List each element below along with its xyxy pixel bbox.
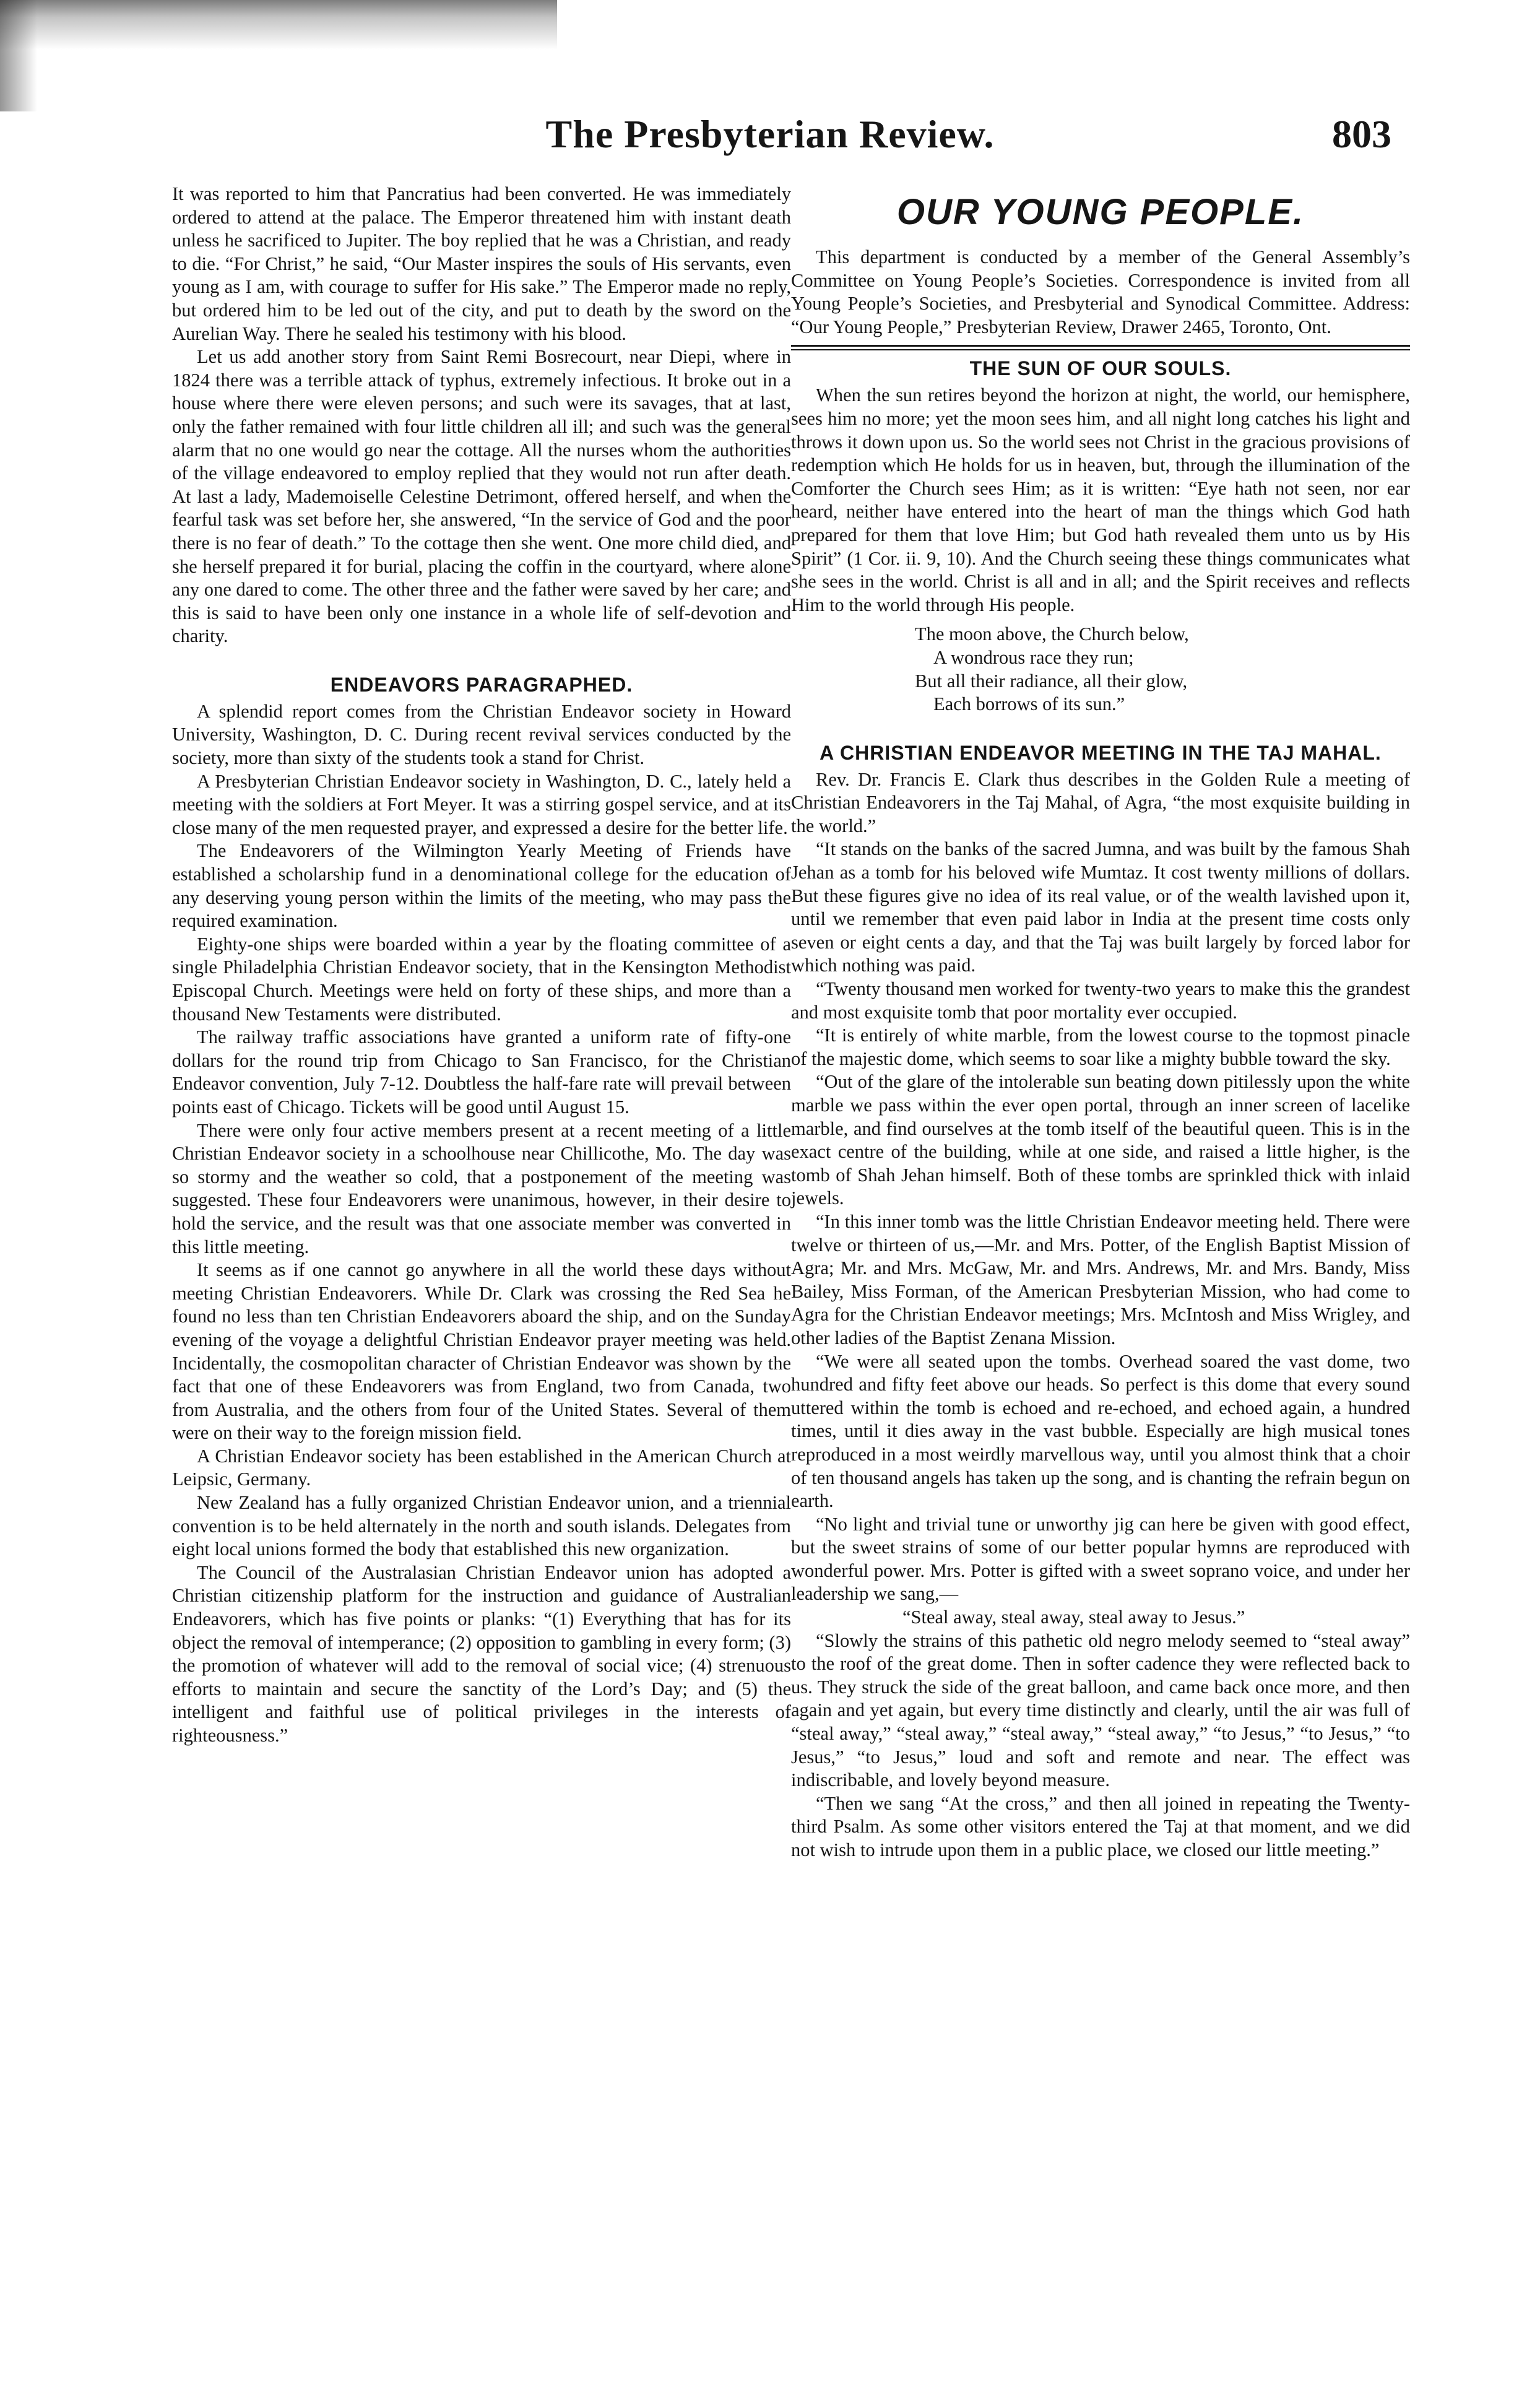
verse-line: But all their radiance, all their glow, [915,670,1188,692]
taj-paragraph: “In this inner tomb was the little Christian Endeavor meeting held. There were twelve or thirteen of us,—Mr. and Mrs. Potter, of the English Baptist Mission of Agra; Mr. and Mrs. McGaw, Mr. and Mrs. Andrews, Mr. and Mrs. Bandy, Miss Bailey, Miss Forman, of the American Presbyterian Mission, who had come to Agra for the Christian Endeavor meetings; Mrs. McIntosh and Miss Wrigley, and other ladies of the Baptist Zenana Mission. [791,1210,1410,1348]
endeavor-paragraph: New Zealand has a fully organized Christian Endeavor union, and a triennial convention is to be held alternately in the north and south islands. Delegates from eight local unions formed the body that established this new organization. [172,1492,791,1560]
endeavor-paragraph: It seems as if one cannot go anywhere in all the world these days without meeting Christian Endeavorers. While Dr. Clark was crossing the Red Sea he found no less than ten Christian Endeavorers aboard the ship, and on the Sunday evening of the voyage a delightful Christian Endeavor prayer meeting was held. Incidentally, the cosmopolitan character of Christian Endeavor was shown by the fact that one of these Endeavorers was from England, two from Canada, two from Australia, and the others from four of the United States. Several of them were on their way to the foreign mission field. [172,1259,791,1444]
endeavor-paragraph: The Council of the Australasian Christian Endeavor union has adopted a Christian citizenship platform for the instruction and guidance of Australian Endeavorers, which has five points or planks: “(1) Everything that has for its object the removal of intemperance; (2) opposition to gambling in every form; (3) the promotion of whatever will add to the removal of social vice; (4) strenuous efforts to maintain and secure the sanctity of the Lord’s Day; and (5) the intelligent and faithful use of political privileges in the interests of righteousness.” [172,1561,791,1746]
sun-paragraph: When the sun retires beyond the horizon at night, the world, our hemisphere, sees him no more; yet the moon sees him, and all night long catches his light and throws it down upon us. So the world sees not Christ in the gracious provisions of redemption which He holds for us in heaven, but, through the illumination of the Comforter the Church sees Him; as it is written: “Eye hath not seen, nor ear heard, neither have entered into the heart of man the things which God hath prepared for them that love Him; but God hath revealed them unto us by His Spirit” (1 Cor. ii. 9, 10). And the Church seeing these things communicates what she sees in the world. Christ is all and in all; and the Spirit receives and reflects Him to the world through His people. [791,384,1410,615]
taj-paragraph: “Out of the glare of the intolerable sun beating down pitilessly upon the white marble we pass within the ever open portal, through an inner screen of lacelike marble, and find ourselves at the tomb itself of the beautiful queen. This is in the exact centre of the building, while at one side, and raised a little higher, is the tomb of Shah Jehan himself. Both of these tombs are sprinkled thick with inlaid jewels. [791,1071,1410,1209]
endeavor-paragraph: A Christian Endeavor society has been established in the American Church at Leipsic, Germany. [172,1445,791,1490]
our-young-people-masthead: OUR YOUNG PEOPLE. [896,192,1305,232]
verse-line: A wondrous race they run; [933,646,1134,668]
taj-paragraph: Rev. Dr. Francis E. Clark thus describes in the Golden Rule a meeting of Christian Endeavorers in the Taj Mahal, of Agra, “the most exquisite building in the world.” [791,768,1410,836]
verse-line: Each borrows of its sun.” [933,693,1125,715]
taj-paragraph: “Then we sang “At the cross,” and then all joined in repeating the Twenty-third Psalm. As some other visitors entered the Taj at that moment, and we did not wish to intrude upon them in a public place, we closed our little meeting.” [791,1792,1410,1860]
verse-line: The moon above, the Church below, [915,623,1189,645]
department-intro: This department is conducted by a member of the General Assembly’s Committee on Young People’s Societies. Correspondence is invited from all Young People’s Societies, and Presbyterial and Synodical Committee. Address: “Our Young People,” Presbyterian Review, Drawer 2465, Toronto, Ont. [791,246,1410,337]
running-head [0,111,1540,167]
taj-paragraph: “We were all seated upon the tombs. Overhead soared the vast dome, two hundred and fifty feet above our heads. So perfect is this dome that every sound uttered within the tomb is echoed and re-echoed, and echoed again, a hundred times, until it dies away in the vast bubble. Especially are high musical tones reproduced in a most weirdly marvellous way, until you almost think that a choir of ten thousand angels has taken up the song, and is chanting the refrain begun on earth. [791,1350,1410,1512]
taj-paragraph: “Twenty thousand men worked for twenty-two years to make this the grandest and most exquisite tomb that poor mortality ever occupied. [791,978,1410,1023]
taj-paragraph: “No light and trivial tune or unworthy jig can here be given with good effect, but the sweet strains of some of our better popular hymns are reproduced with wonderful power. Mrs. Potter is gifted with a sweet soprano voice, and under her leadership we sang,— [791,1513,1410,1605]
song-line: “Steal away, steal away, steal away to Jesus.” [902,1607,1245,1628]
scan-edge-shadow [0,0,557,50]
endeavors-heading: ENDEAVORS PARAGRAPHED. [330,673,633,696]
left-column [172,183,791,1748]
endeavor-paragraph: Eighty-one ships were boarded within a year by the floating committee of a single Philadelphia Christian Endeavor society, that in the Kensington Methodist Episcopal Church. Meetings were held on forty of these ships, and more than a thousand New Testaments were distributed. [172,933,791,1025]
endeavor-paragraph: A Presbyterian Christian Endeavor society in Washington, D. C., lately held a meeting with the soldiers at Fort Meyer. It was a stirring gospel service, and at its close many of the men requested prayer, and expressed a desire for the better life. [172,770,791,838]
endeavor-paragraph: The Endeavorers of the Wilmington Yearly Meeting of Friends have established a scholarship fund in a denominational college for the education of any deserving young person within the limits of the meeting, who may pass the required examination. [172,840,791,932]
typhus-story-paragraph: Let us add another story from Saint Remi Bosrecourt, near Diepi, where in 1824 there was a terrible attack of typhus, extremely infectious. It broke out in a house where there were eleven persons; and such were its savages, that at last, only the father remained with four little children all ill; and such was the general alarm that no one would go near the cottage. All the nurses whom the authorities of the village endeavored to employ replied that they would not run after death. At last a lady, Mademoiselle Celestine Detrimont, offered herself, and when the fearful task was set before her, she answered, “In the service of God and the poor there is no fear of death.” To the cottage then she went. One more child died, and she herself prepared it for burial, placing the coffin in the courtyard, where alone any one dared to come. The other three and the father were saved by her care; and this is said to have been only one instance in a whole life of self-devotion and charity. [172,346,791,647]
sun-of-our-souls-heading: THE SUN OF OUR SOULS. [969,357,1232,380]
right-column [791,183,1410,1862]
scan-edge-shadow-left [0,0,37,111]
pancratius-paragraph: It was reported to him that Pancratius had been converted. He was immediately ordered to attend at the palace. The Emperor threatened him with instant death unless he sacrificed to Jupiter. The boy replied that he was a Christian, and ready to die. “For Christ,” he said, “Our Master inspires the souls of His servants, even young as I am, with courage to suffer for His sake.” The Emperor made no reply, but ordered him to be led out of the city, and put to death by the sword on the Aurelian Way. There he sealed his testimony with his blood. [172,183,791,344]
page-number: 803 [1332,112,1391,156]
endeavor-paragraph: A splendid report comes from the Christian Endeavor society in Howard University, Washington, D. C. During recent revival services conducted by the society, more than sixty of the students took a stand for Christ. [172,700,791,769]
taj-paragraph: “It stands on the banks of the sacred Jumna, and was built by the famous Shah Jehan as a tomb for his beloved wife Mumtaz. It cost twenty millions of dollars. But these figures give no idea of its real value, or of the wealth lavished upon it, until we remember that even paid labor in India at the present time costs only seven or eight cents a day, and that the Taj was built largely by forced labor for which nothing was paid. [791,838,1410,976]
taj-paragraph: “Slowly the strains of this pathetic old negro melody seemed to “steal away” to the roof of the great dome. Then in softer cadence they were reflected back to us. They struck the side of the great balloon, and came back once more, and then again and yet again, but every time distinctly and clearly, until the air was full of “steal away,” “steal away,” “steal away,” “steal away,” “to Jesus,” “to Jesus,” “to Jesus,” “to Jesus,” loud and soft and remote and near. The effect was indiscribable, and lovely beyond measure. [791,1629,1410,1791]
taj-paragraph: “It is entirely of white marble, from the lowest course to the topmost pinacle of the majestic dome, which seems to soar like a mighty bubble toward the sky. [791,1025,1410,1069]
endeavor-paragraph: The railway traffic associations have granted a uniform rate of fifty-one dollars for the round trip from Chicago to San Francisco, for the Christian Endeavor convention, July 7-12. Doubtless the half-fare rate will prevail between points east of Chicago. Tickets will be good until August 15. [172,1026,791,1117]
verse-block [791,623,1410,716]
taj-mahal-heading: A CHRISTIAN ENDEAVOR MEETING IN THE TAJ MAHAL. [820,741,1382,764]
section-rule [791,345,1410,347]
endeavor-paragraph: There were only four active members present at a recent meeting of a little Christian Endeavor society in a schoolhouse near Chillicothe, Mo. The day was so stormy and the weather so cold, that a postponement of the meeting was suggested. These four Endeavorers were unanimous, however, in their desire to hold the service, and the result was that one associate member was converted in this little meeting. [172,1119,791,1257]
section-rule-thin [791,349,1410,350]
journal-title: The Presbyterian Review. [545,112,995,156]
